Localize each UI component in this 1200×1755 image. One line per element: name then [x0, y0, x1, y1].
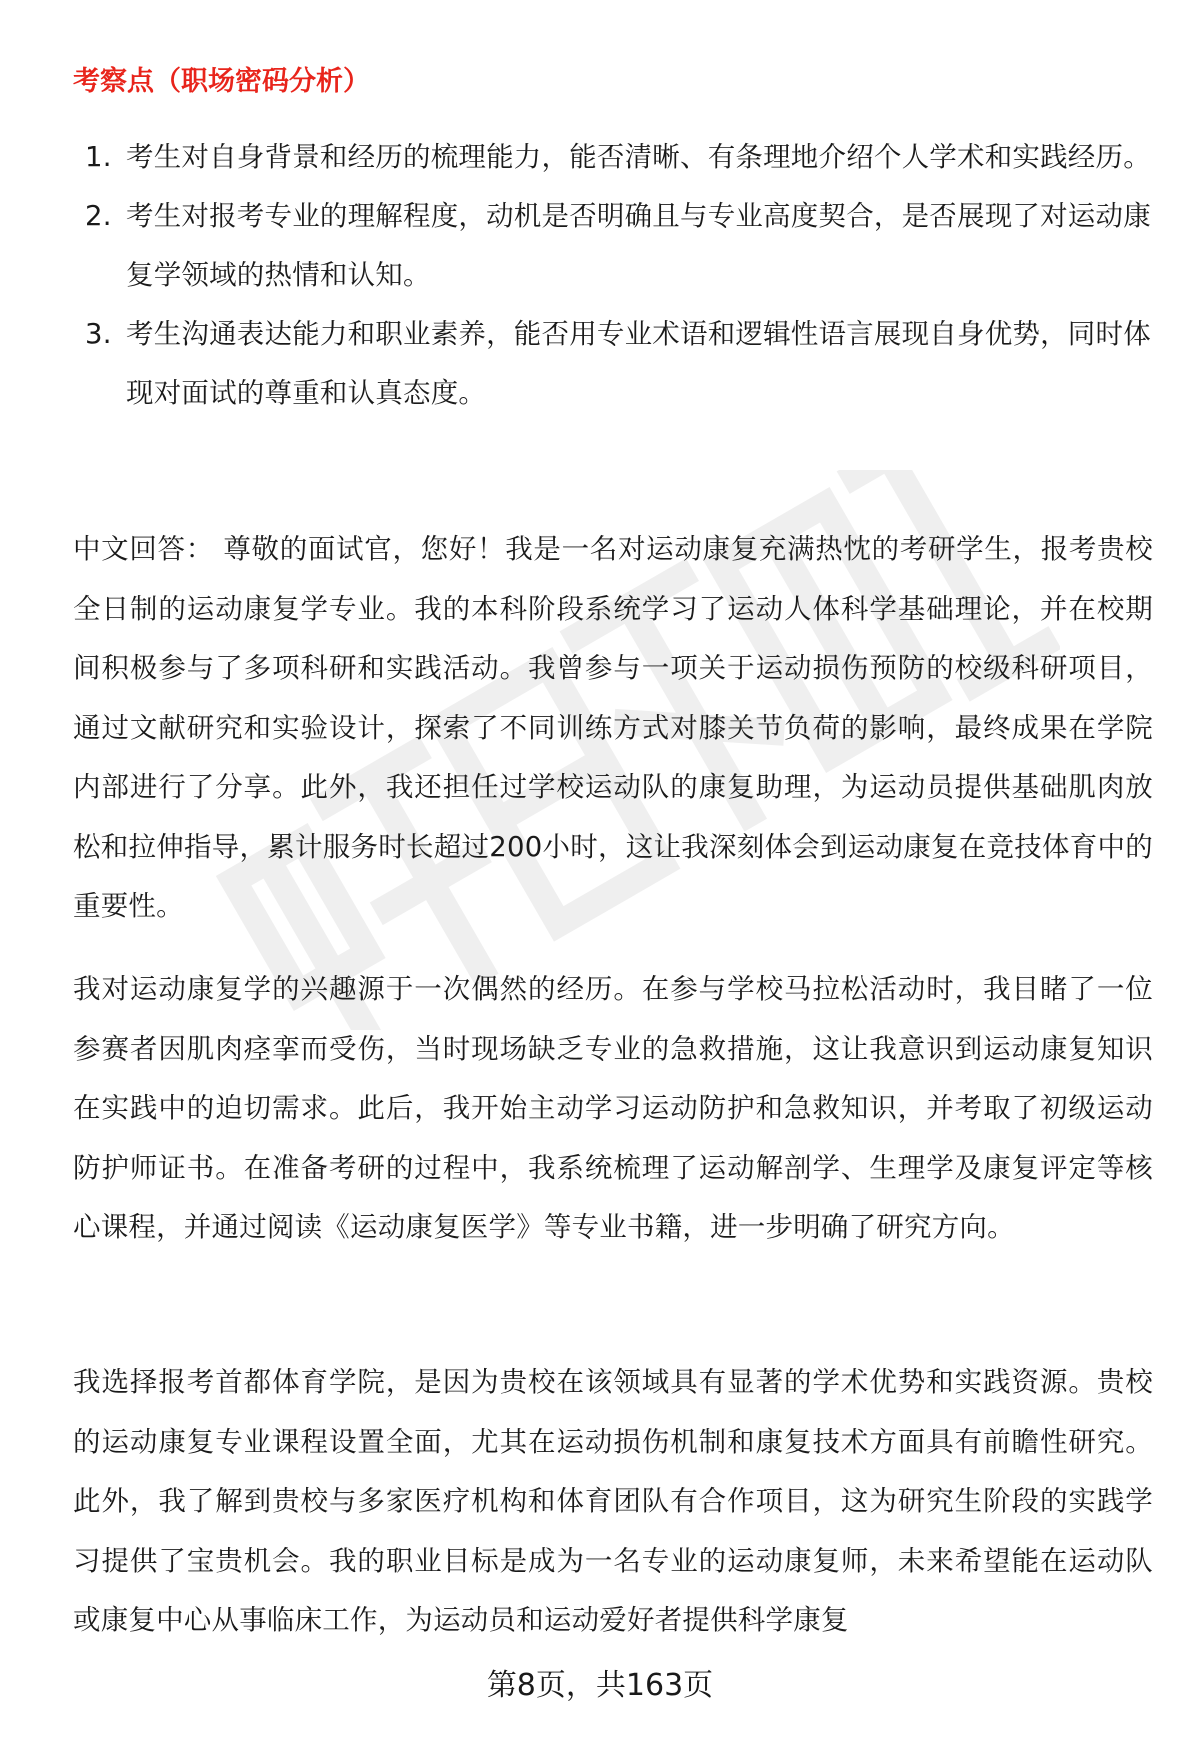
list-number: 3.: [85, 318, 112, 350]
list-item-text: 考生对报考专业的理解程度，动机是否明确且与专业高度契合，是否展现了对运动康复学领域的热情和认知。: [126, 200, 1151, 291]
list-number: 2.: [85, 200, 112, 232]
list-number: 1.: [85, 141, 112, 173]
answer-paragraph-1: 中文回答： 尊敬的面试官，您好！我是一名对运动康复充满热忱的考研学生，报考贵校全日制的运动康复学专业。我的本科阶段系统学习了运动人体科学基础理论，并在校期间积极参与了多项科研和实践活动。我曾参与一项关于运动损伤预防的校级科研项目，通过文献研究和实验设计，探索了不同训练方式对膝关节负荷的影响，最终成果在学院内部进行了分享。此外，我还担任过学校运动队的康复助理，为运动员提供基础肌肉放松和拉伸指导，累计服务时长超过200小时，这让我深刻体会到运动康复在竞技体育中的重要性。: [73, 533, 1153, 922]
list-item: [73, 187, 1153, 305]
assessment-points-list: [73, 128, 1153, 423]
list-item-text: 考生对自身背景和经历的梳理能力，能否清晰、有条理地介绍个人学术和实践经历。: [126, 141, 1151, 173]
list-item-text: 考生沟通表达能力和职业素养，能否用专业术语和逻辑性语言展现自身优势，同时体现对面试的尊重和认真态度。: [126, 318, 1151, 409]
section-title: 考察点（职场密码分析）: [73, 66, 370, 97]
list-item: [73, 128, 1153, 187]
page-number: 第8页，共163页: [486, 1668, 714, 1703]
list-item: [73, 305, 1153, 423]
answer-paragraph-2: 我对运动康复学的兴趣源于一次偶然的经历。在参与学校马拉松活动时，我目睹了一位参赛者因肌肉痉挛而受伤，当时现场缺乏专业的急救措施，这让我意识到运动康复知识在实践中的迫切需求。此后，我开始主动学习运动防护和急救知识，并考取了初级运动防护师证书。在准备考研的过程中，我系统梳理了运动解剖学、生理学及康复评定等核心课程，并通过阅读《运动康复医学》等专业书籍，进一步明确了研究方向。: [73, 973, 1153, 1243]
answer-paragraph-3: 我选择报考首都体育学院，是因为贵校在该领域具有显著的学术优势和实践资源。贵校的运动康复专业课程设置全面，尤其在运动损伤机制和康复技术方面具有前瞻性研究。此外，我了解到贵校与多家医疗机构和体育团队有合作项目，这为研究生阶段的实践学习提供了宝贵机会。我的职业目标是成为一名专业的运动康复师，未来希望能在运动队或康复中心从事临床工作，为运动员和运动爱好者提供科学康复: [73, 1366, 1153, 1636]
